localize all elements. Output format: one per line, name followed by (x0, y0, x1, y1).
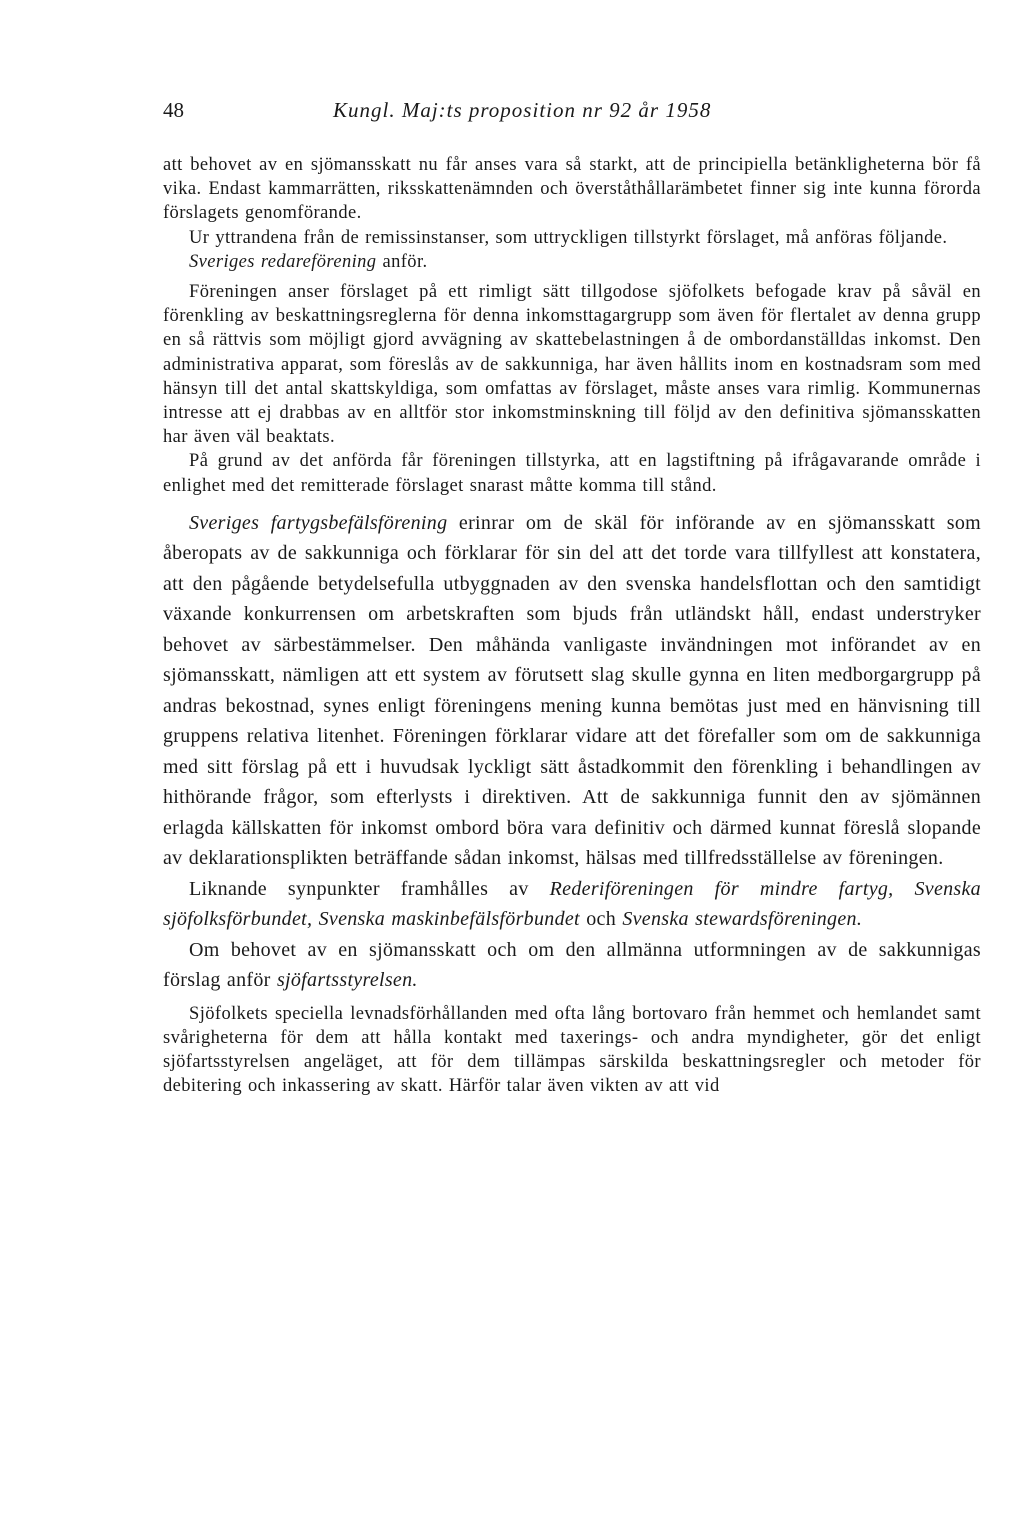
paragraph-similar-views (163, 874, 981, 935)
paragraph-redareforening (163, 250, 981, 274)
page-header (163, 98, 981, 123)
organization-name: Sveriges fartygsbefälsförening (189, 511, 448, 534)
page-number: 48 (163, 98, 184, 122)
paragraph-sjofartsstyrelsen (163, 935, 981, 996)
paragraph-fartygsbefalsforening (163, 508, 981, 874)
organization-name: Sveriges redareförening (189, 251, 377, 272)
text-span: Om behovet av en sjömansskatt och om den allmänna utformningen av de sakkunnigas förslag anför (163, 938, 981, 992)
document-page (163, 98, 981, 1099)
organization-names: Rederiföreningen för mindre fartyg, Svenska sjöfolksförbundet, Svenska maskinbefälsförbundet (163, 877, 981, 931)
paragraph-quote-1: Föreningen anser förslaget på ett rimligt sätt tillgodose sjöfolkets befogade krav på såväl en förenkling av beskattningsreglerna för denna inkomsttagargrupp som även för flertalet av denna grupp en så rättvis som möjligt gjord avvägning av skattebelastningen å de ombordanställdas inkomst. Den administrativa apparat, som föreslås av de sakkunniga, har även hållits inom en kostnadsram som med hänsyn till det antal skattskyldiga, som omfattas av förslaget, måste anses vara rimlig. Kommunernas intresse att ej drabbas av en alltför stor inkomstminskning till följd av den definitiva sjömansskatten har även väl beaktats. (163, 282, 981, 448)
text-span: Liknande synpunkter framhålles av (189, 877, 550, 900)
text-span: och (579, 908, 623, 931)
text-span: anför. (376, 251, 428, 272)
running-title: Kungl. Maj:ts proposition nr 92 år 1958 (333, 98, 712, 122)
organization-name: Svenska stewardsföreningen. (622, 908, 863, 931)
paragraph-intro: att behovet av en sjömansskatt nu får anses vara så starkt, att de principiella betänkligheterna bör få vika. Endast kammarrätten, riksskattenämnden och överståthållarämbetet finner sig inte kunna förorda förslagets genomförande. (163, 155, 981, 224)
paragraph-quote-3: Sjöfolkets speciella levnadsförhållanden med ofta lång bortovaro från hemmet och hemlandet samt svårigheterna för dem att hålla kontakt med taxerings- och andra myndigheter, gör det enligt sjöfartsstyrelsen angeläget, att för dem tillämpas särskilda beskattningsregler och metoder för debitering och inkassering av skatt. Härför talar även vikten av att vid (163, 1003, 981, 1097)
organization-name: sjöfartsstyrelsen. (276, 969, 418, 992)
paragraph-statements: Ur yttrandena från de remissinstanser, som uttryckligen tillstyrkt förslaget, må anföras följande. (189, 227, 948, 248)
text-span: erinrar om de skäl för införande av en sjömansskatt som åberopats av de sakkunniga och förklarar för sin del att det torde vara tillfyllest att konstatera, att den pågående betydelsefulla utbyggnaden av den svenska handelsflottan och den samtidigt växande konkurrensen om arbetskraften som bjuds från utländskt håll, endast understryker behovet av särbestämmelser. Den måhända vanligaste invändningen mot införandet av en sjömansskatt, nämligen att ett system av förutsett slag skulle gynna en liten medborgargrupp på andras bekostnad, synes enligt föreningens mening kunna bemötas just med en hänvisning till gruppens relativa litenhet. Föreningen förklarar vidare att det förefaller som om de sakkunniga med sitt förslag på ett i huvudsak lyckligt sätt åstadkommit den förenkling i behandlingen av hithörande frågor, som efterlysts i direktiven. Att de sakkunniga funnit den av sjömännen erlagda källskatten för inkomst ombord böra vara definitiv och därmed kunnat föreslå slopande av deklarationsplikten beträffande sådan inkomst, hälsas med tillfredsställelse av föreningen. (163, 511, 981, 870)
paragraph-quote-2: På grund av det anförda får föreningen tillstyrka, att en lagstiftning på ifrågavarande område i enlighet med det remitterade förslaget snarast måtte komma till stånd. (163, 451, 981, 496)
